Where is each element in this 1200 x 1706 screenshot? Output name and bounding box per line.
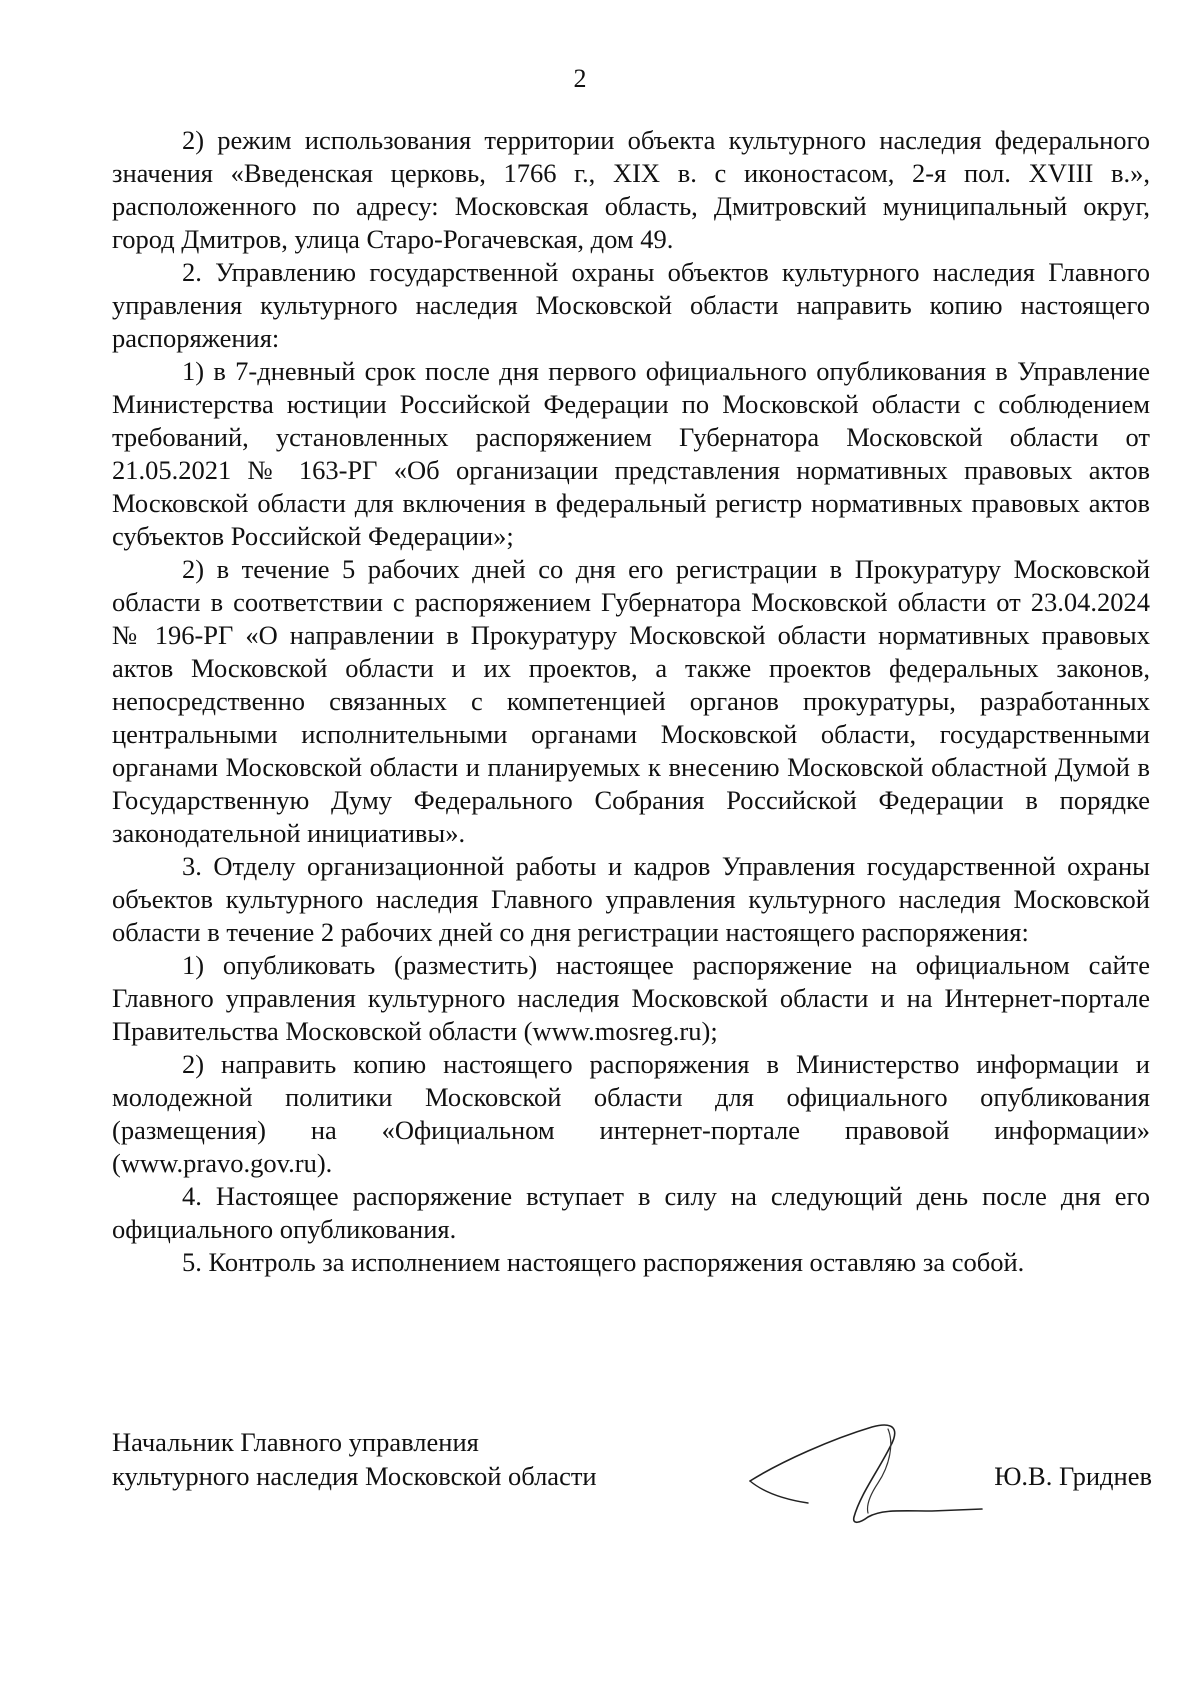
document-body — [112, 124, 1150, 1279]
paragraph-clause-5: 5. Контроль за исполнением настоящего распоряжения оставляю за собой. — [182, 1247, 1025, 1277]
paragraph-clause-2: 2. Управлению государственной охраны объектов культурного наследия Главного управления культурного наследия Московской области направить копию настоящего распоряжения: — [112, 257, 1150, 353]
signatory-position-line-1: Начальник Главного управления — [112, 1427, 479, 1457]
paragraph-clause-3-item-1: 1) опубликовать (разместить) настоящее распоряжение на официальном сайте Главного управления культурного наследия Московской области и на Интернет-портале Правительства Московской области (www.mosreg.ru); — [112, 950, 1150, 1046]
handwritten-signature — [632, 1399, 992, 1539]
signature-block — [112, 1425, 1152, 1545]
signatory-name: Ю.В. Гриднев — [994, 1461, 1152, 1491]
paragraph-clause-4: 4. Настоящее распоряжение вступает в силу на следующий день после дня его официального опубликования. — [112, 1181, 1150, 1244]
signatory-position-line-2: культурного наследия Московской области — [112, 1461, 597, 1491]
paragraph-clause-3: 3. Отделу организационной работы и кадров Управления государственной охраны объектов культурного наследия Главного управления культурного наследия Московской области в течение 2 рабочих дней со дня регистрации настоящего распоряжения: — [112, 851, 1150, 947]
paragraph-clause-2-item-2: 2) в течение 5 рабочих дней со дня его регистрации в Прокуратуру Московской области в соответствии с распоряжением Губернатора Московской области от 23.04.2024 № 196-РГ «О направлении в Прокуратуру Московской области нормативных правовых актов Московской области и их проектов, а также проектов федеральных законов, непосредственно связанных с компетенцией органов прокуратуры, разработанных центральными исполнительными органами Московской области, государственными органами Московской области и планируемых к внесению Московской областной Думой в Государственную Думу Федерального Собрания Российской Федерации в порядке законодательной инициативы». — [112, 554, 1150, 848]
paragraph-clause-2-item-1: 1) в 7-дневный срок после дня первого официального опубликования в Управление Министерства юстиции Российской Федерации по Московской области с соблюдением требований, установленных распоряжением Губернатора Московской области от 21.05.2021 № 163-РГ «Об организации представления нормативных правовых актов Московской области для включения в федеральный регистр нормативных правовых актов субъектов Российской Федерации»; — [112, 356, 1150, 551]
paragraph-clause-3-item-2: 2) направить копию настоящего распоряжения в Министерство информации и молодежной политики Московской области для официального опубликования (размещения) на «Официальном интернет-портале правовой информации» (www.pravo.gov.ru). — [112, 1049, 1150, 1178]
paragraph-item-2-territory-regime: 2) режим использования территории объекта культурного наследия федерального значения «Введенская церковь, 1766 г., XIX в. с иконостасом, 2-я пол. XVIII в.», расположенного по адресу: Московская область, Дмитровский муниципальный округ, город Дмитров, улица Старо-Рогачевская, дом 49. — [112, 125, 1150, 254]
signatory-position — [112, 1425, 597, 1493]
page-number: 2 — [573, 64, 587, 93]
